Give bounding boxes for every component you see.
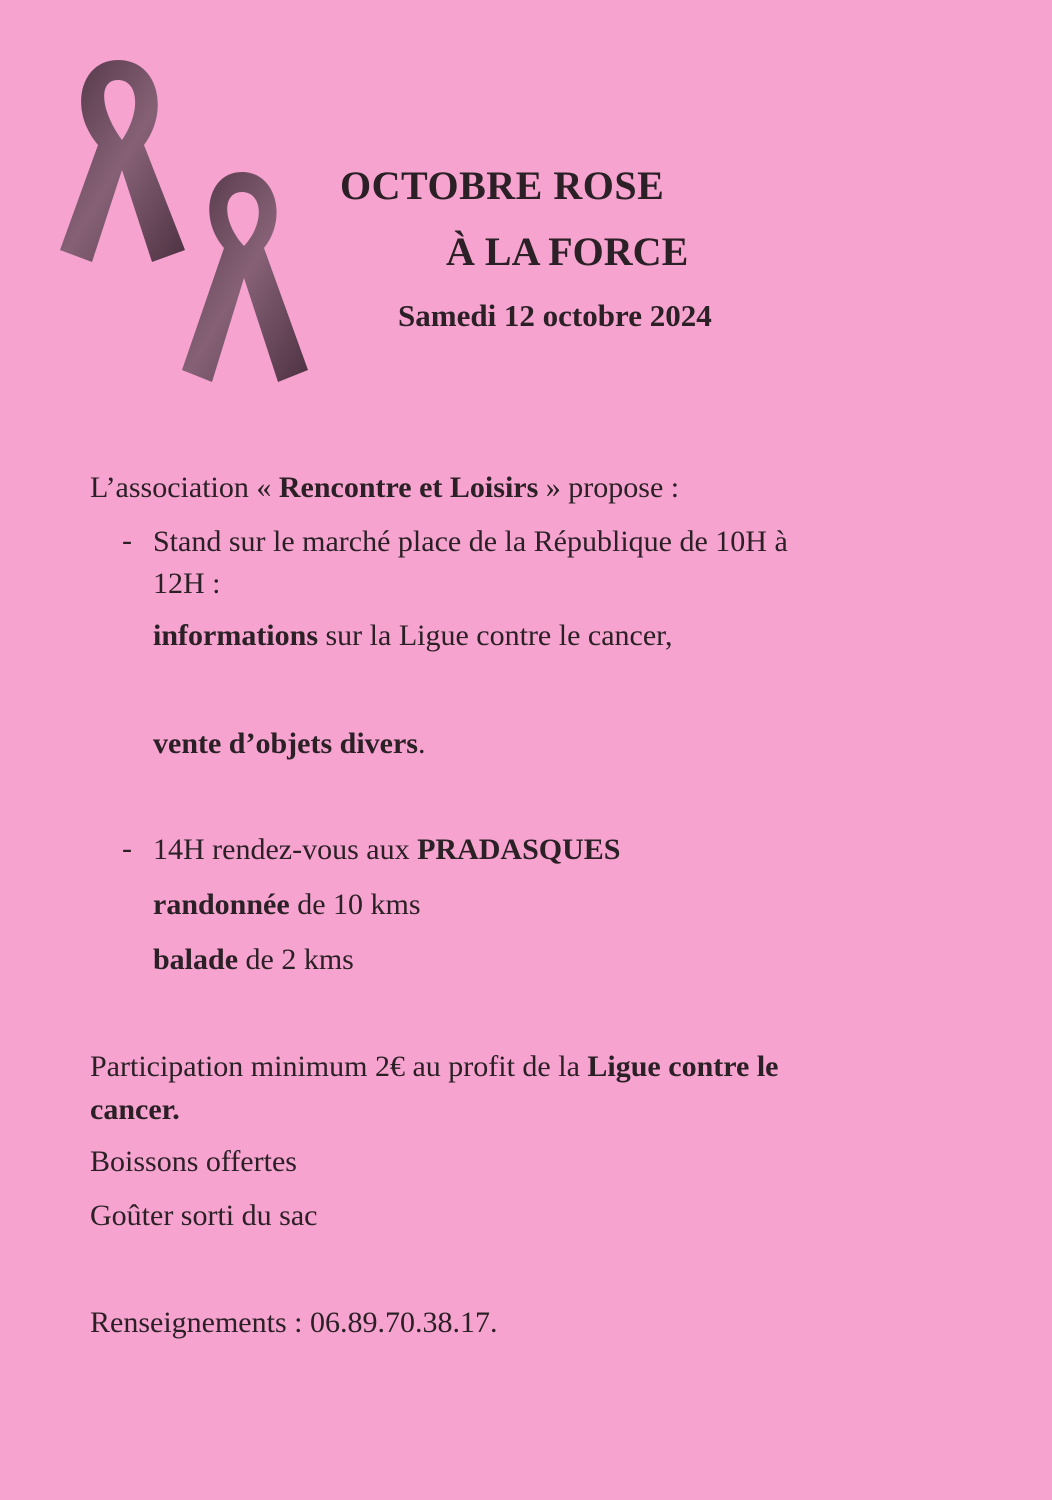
association-name: Rencontre et Loisirs (278, 471, 539, 504)
intro-line: L’association « Rencontre et Loisirs » propose : (90, 471, 680, 504)
participation-line-2: cancer. (90, 1093, 180, 1126)
title-line-1: OCTOBRE ROSE (340, 163, 665, 208)
event-date: Samedi 12 octobre 2024 (398, 298, 712, 333)
information-line: informations sur la Ligue contre le cancer, (153, 619, 673, 652)
stand-line-1: Stand sur le marché place de la République de 10H à (153, 525, 788, 558)
bullet-1: - (122, 524, 132, 557)
sale-line: vente d’objets divers. (153, 727, 426, 760)
meeting-line: 14H rendez-vous aux PRADASQUES (153, 833, 621, 866)
hike-line: randonnée de 10 kms (153, 888, 421, 921)
drinks-line: Boissons offertes (90, 1145, 297, 1178)
ribbon-small (182, 172, 308, 382)
bullet-2: - (122, 832, 132, 865)
participation-line-1: Participation minimum 2€ au profit de la Ligue contre le (90, 1050, 779, 1083)
stand-line-2: 12H : (153, 567, 221, 600)
meeting-place: PRADASQUES (417, 833, 621, 866)
contact-line: Renseignements : 06.89.70.38.17. (90, 1306, 498, 1339)
pink-ribbon-icon (40, 40, 340, 400)
walk-line: balade de 2 kms (153, 943, 354, 976)
snack-line: Goûter sorti du sac (90, 1199, 318, 1232)
ribbon-large (60, 60, 185, 262)
title-line-2: À LA FORCE (446, 229, 689, 274)
